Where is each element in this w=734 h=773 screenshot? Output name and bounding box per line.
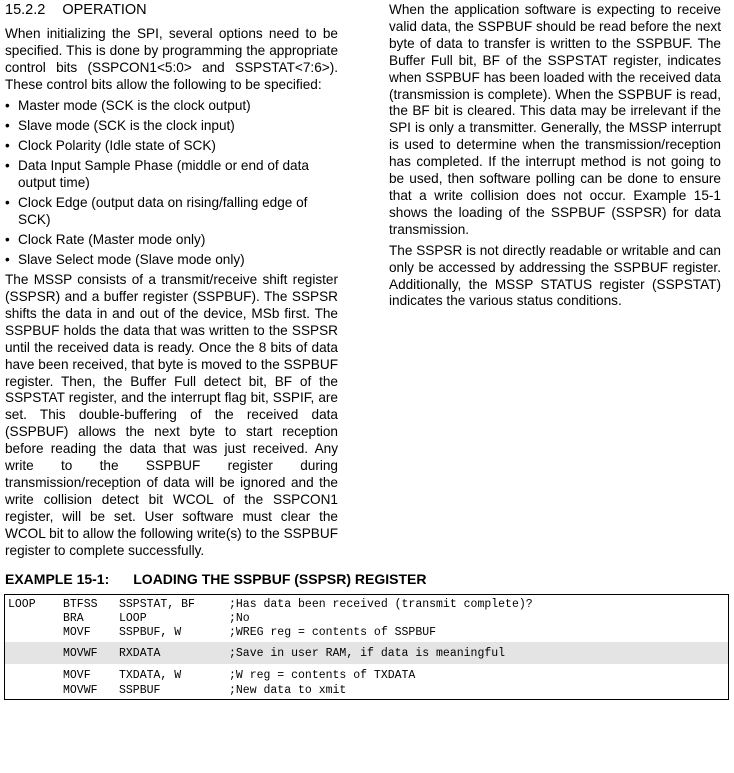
section-title: OPERATION (62, 2, 147, 18)
code-line (5, 646, 728, 661)
code-opcode: MOVWF (63, 647, 98, 660)
example-caption: LOADING THE SSPBUF (SSPSR) REGISTER (133, 571, 427, 587)
code-comment: ;No (229, 612, 250, 625)
example-number: EXAMPLE 15-1: (5, 571, 110, 587)
section-number: 15.2.2 (5, 2, 46, 18)
code-operand: SSPBUF (119, 684, 161, 697)
list-item: • Slave mode (SCK is the clock input) (5, 118, 338, 135)
code-line (5, 597, 728, 612)
code-line (5, 611, 728, 626)
code-operand: SSPBUF, W (119, 626, 182, 639)
section-heading (5, 2, 338, 19)
code-operand: SSPSTAT, BF (119, 598, 195, 611)
intro-paragraph: When initializing the SPI, several options need to be specified. This is done by programming the appropriate control bits (SSPCON1<5:0> and SSPSTAT<7:6>). These control bits allow the following to be specified: (5, 26, 338, 92)
code-comment: ;Has data been received (transmit complete)? (229, 598, 533, 611)
code-line (5, 625, 728, 640)
code-comment: ;New data to xmit (229, 684, 347, 697)
list-item: • Data Input Sample Phase (middle or end of data output time) (5, 158, 338, 192)
code-opcode: MOVWF (63, 684, 98, 697)
receive-paragraph: When the application software is expecting to receive valid data, the SSPBUF should be read before the next byte of data to transfer is written to the SSPBUF. The Buffer Full bit, BF of the SSPSTAT register, indicates when SSPBUF has been loaded with the received data (transmission is complete). When the SSPBUF is read, the BF bit is cleared. This data may be irrelevant if the SPI is only a transmitter. Generally, the MSSP interrupt is used to determine when the transmission/reception has completed. If the interrupt method is not going to be used, then software polling can be done to ensure that a write collision does not occur. Example 15-1 shows the loading of the SSPBUF (SSPSR) for data transmission. (389, 2, 721, 237)
list-item: • Clock Edge (output data on rising/falling edge of SCK) (5, 195, 338, 229)
list-item: • Clock Polarity (Idle state of SCK) (5, 138, 338, 155)
list-item: • Clock Rate (Master mode only) (5, 232, 338, 249)
mssp-paragraph: The MSSP consists of a transmit/receive shift register (SSPSR) and a buffer register (SSPBUF). The SSPSR shifts the data in and out of the device, MSb first. The SSPBUF holds the data that was written to the SSPSR until the received data is ready. Once the 8 bits of data have been received, that byte is moved to the SSPBUF register. Then, the Buffer Full detect bit, BF of the SSPSTAT register, and the interrupt flag bit, SSPIF, are set. This double-buffering of the received data (SSPBUF) allows the next byte to start reception before reading the data that was just received. Any write to the SSPBUF register during transmission/reception of data will be ignored and the write collision detect bit WCOL of the SSPCON1 register, will be set. User software must clear the WCOL bit to allow the following write(s) to the SSPBUF register to complete successfully. (5, 272, 338, 558)
code-line (5, 683, 728, 698)
code-operand: LOOP (119, 612, 147, 625)
right-column (389, 2, 721, 314)
code-listing (4, 594, 729, 700)
list-item: • Master mode (SCK is the clock output) (5, 98, 338, 115)
list-item: • Slave Select mode (Slave mode only) (5, 252, 338, 269)
code-opcode: BTFSS (63, 598, 98, 611)
code-comment: ;WREG reg = contents of SSPBUF (229, 626, 437, 639)
code-operand: RXDATA (119, 647, 161, 660)
code-opcode: BRA (63, 612, 84, 625)
code-comment: ;W reg = contents of TXDATA (229, 669, 416, 682)
options-list (5, 98, 338, 269)
example-title (5, 571, 427, 588)
code-opcode: MOVF (63, 669, 91, 682)
sspsr-paragraph: The SSPSR is not directly readable or writable and can only be accessed by addressing the SSPBUF register. Additionally, the MSSP STATUS register (SSPSTAT) indicates the various status conditions. (389, 242, 721, 309)
left-column (5, 2, 338, 564)
code-label: LOOP (8, 598, 36, 611)
code-comment: ;Save in user RAM, if data is meaningful (229, 647, 506, 660)
code-opcode: MOVF (63, 626, 91, 639)
code-operand: TXDATA, W (119, 669, 182, 682)
code-line (5, 668, 728, 683)
